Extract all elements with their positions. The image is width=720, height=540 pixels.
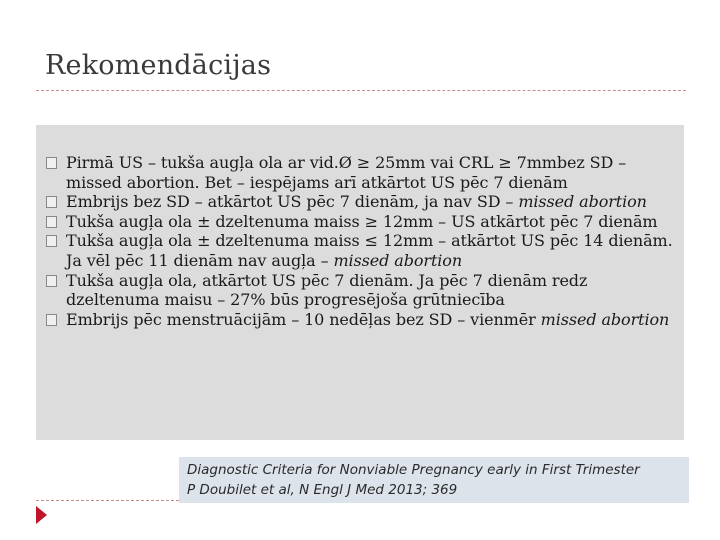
list-item — [46, 271, 678, 310]
bullet-text: Tukša augļa ola ± dzeltenuma maiss ≥ 12mm – US atkārtot pēc 7 dienām — [66, 211, 658, 231]
square-bullet-icon — [46, 275, 57, 287]
list-item — [46, 231, 678, 270]
bullet-italic-text: missed abortion — [333, 250, 463, 270]
bullet-list — [46, 153, 678, 329]
bullet-text: Embrijs pēc menstruācijām – 10 nedēļas bez SD – vienmēr — [66, 309, 541, 329]
list-item — [46, 153, 678, 192]
title-divider — [36, 90, 686, 91]
bullet-italic-text: missed abortion — [540, 309, 670, 329]
slide-title: Rekomendācijas — [45, 50, 272, 81]
square-bullet-icon — [46, 314, 57, 326]
square-bullet-icon — [46, 216, 57, 228]
bullet-text: Tukša augļa ola ± dzeltenuma maiss ≤ 12mm – atkārtot US pēc 14 dienām. Ja vēl pēc 11 dienām nav augļa – — [66, 231, 673, 270]
bullet-text: Embrijs bez SD – atkārtot US pēc 7 dienām, ja nav SD – — [66, 192, 519, 212]
square-bullet-icon — [46, 235, 57, 247]
citation-title: Diagnostic Criteria for Nonviable Pregnancy early in First Trimester — [187, 462, 640, 478]
bullet-italic-text: missed abortion — [518, 192, 647, 212]
bottom-divider — [36, 500, 179, 501]
bullet-text: Tukša augļa ola, atkārtot US pēc 7 dienām. Ja pēc 7 dienām redz dzeltenuma maisu – 27% būs progresējoša grūtniecība — [66, 270, 588, 310]
play-triangle-icon[interactable] — [36, 506, 47, 524]
list-item — [46, 212, 678, 232]
bullet-text: Pirmā US – tukša augļa ola ar vid.Ø ≥ 25mm vai CRL ≥ 7mmbez SD – missed abortion. Bet – iespējams arī atkārtot US pēc 7 dienām — [66, 153, 627, 192]
square-bullet-icon — [46, 196, 57, 208]
list-item — [46, 192, 678, 212]
list-item — [46, 310, 678, 330]
citation-box — [179, 457, 689, 503]
citation-authors: P Doubilet et al, N Engl J Med 2013; 369 — [187, 482, 458, 498]
square-bullet-icon — [46, 157, 57, 169]
